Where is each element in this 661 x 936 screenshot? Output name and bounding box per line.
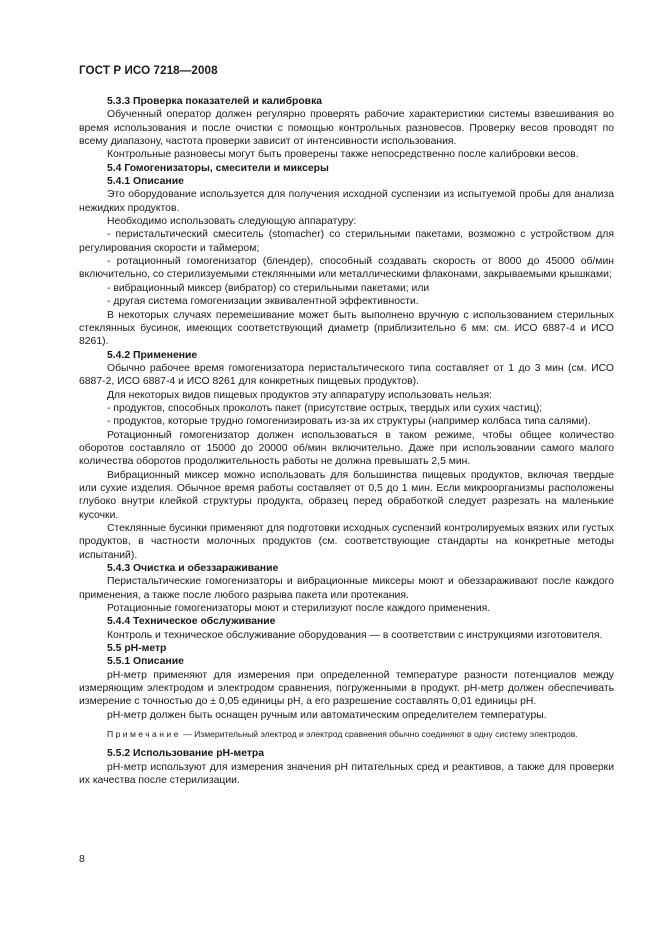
paragraph: В некоторых случаях перемешивание может быть выполнено вручную с использованием стерильных стеклянных бусинок, имеющих соответствующий диаметр (приблизительно 6 мм: см. ИСО 6887-4 и ИСО 8261). [79, 309, 614, 348]
page-number: 8 [79, 854, 85, 865]
section-heading: 5.4.2 Применение [107, 349, 198, 361]
section-heading: 5.5.1 Описание [107, 656, 184, 668]
paragraph: Это оборудование используется для получения исходной суспензии из испытуемой пробы для анализа нежидких продуктов. [79, 189, 614, 214]
paragraph: Вибрационный миксер можно использовать для большинства пищевых продуктов, включая твердые или сухие изделия. Обычное время работы составляет от 0,5 до 1 мин. Если микроорганизмы расположены глубоко внутри клейкой структуры продукта, образец перед обработкой следует разрезать на маленькие кусочки. [79, 469, 614, 521]
note [79, 728, 614, 740]
paragraph: Для некоторых видов пищевых продуктов эту аппаратуру использовать нельзя: [107, 389, 492, 401]
list-item: - ротационный гомогенизатор (блендер), способный создавать скорость от 8000 до 45000 об/мин включительно, со стерилизуемыми стеклянными или металлическими флаконами, закрываемыми крышками; [79, 256, 614, 281]
list-item: - перистальтический смеситель (stomacher) со стерильными пакетами, возможно с устройством для регулирования скорости и таймером; [79, 229, 614, 254]
note-label: Примечание [107, 729, 181, 740]
paragraph: Перистальтические гомогенизаторы и вибрационные миксеры моют и обеззараживают после каждого применения, а также после любого разрыва пакета или протекания. [79, 576, 614, 601]
section-heading: 5.4.3 Очистка и обеззараживание [107, 563, 279, 575]
note-text: — Измерительный электрод и электрод сравнения обычно соединяют в одну систему электродов. [180, 729, 578, 740]
list-item: - другая система гомогенизации эквивалентной эффективности. [107, 296, 419, 308]
section-heading: 5.5.2 Использование pH-метра [107, 748, 265, 760]
list-item: - вибрационный миксер (вибратор) со стерильными пакетами; или [107, 282, 430, 294]
paragraph: Ротационные гомогенизаторы моют и стерилизуют после каждого применения. [107, 603, 491, 615]
paragraph: Контрольные разновесы могут быть проверены также непосредственно после калибровки весов. [107, 149, 579, 161]
paragraph: pH-метр должен быть оснащен ручным или автоматическим определителем температуры. [107, 709, 547, 721]
document-body [79, 95, 614, 787]
paragraph: Контроль и техническое обслуживание оборудования — в соответствии с инструкциями изготовителя. [107, 629, 603, 641]
list-item: - продуктов, способных проколоть пакет (присутствие острых, твердых или сухих частиц); [107, 402, 543, 414]
section-heading: 5.4.4 Техническое обслуживание [107, 616, 276, 628]
section-heading: 5.3.3 Проверка показателей и калибровка [107, 96, 323, 107]
paragraph: Ротационный гомогенизатор должен использоваться в таком режиме, чтобы общее количество оборотов составляло от 15000 до 20000 об/мин включительно. Даже при использовании самого малого количества оборотов продолжительность работы не должна превышать 2,5 мин. [79, 429, 614, 468]
document-header: ГОСТ Р ИСО 7218—2008 [79, 64, 218, 77]
section-heading: 5.5 pH-метр [107, 643, 167, 655]
paragraph: pH-метр применяют для измерения при определенной температуре разности потенциалов между измеряющим электродом и электродом сравнения, погруженными в продукт. pH-метр должен обеспечивать измерение с точностью до ± 0,05 единицы pH, а его разрешение составлять 0,01 единицы pH. [79, 669, 614, 708]
paragraph: Необходимо использовать следующую аппаратуру: [107, 216, 357, 228]
paragraph: Стеклянные бусинки применяют для подготовки исходных суспензий контролируемых вязких или густых продуктов, в частности молочных продуктов (см. соответствующие стандарты на конкретные методы испытаний). [79, 523, 614, 561]
list-item: - продуктов, которые трудно гомогенизировать из-за их структуры (например колбаса типа салями). [107, 416, 591, 428]
paragraph: Обученный оператор должен регулярно проверять рабочие характеристики системы взвешивания во время использования и после очистки с помощью контрольных разновесов. Проверку весов проводят по всему диапазону, частота проверки зависит от интенсивности использования. [79, 109, 614, 148]
section-heading: 5.4 Гомогенизаторы, смесители и миксеры [107, 162, 329, 174]
paragraph: pH-метр используют для измерения значения pH питательных сред и реактивов, а также для проверки их качества после стерилизации. [79, 761, 614, 786]
paragraph: Обычно рабочее время гомогенизатора перистальтического типа составляет от 1 до 3 мин (см. ИСО 6887-2, ИСО 6887-4 и ИСО 8261 для конкретных пищевых продуктов). [79, 362, 614, 388]
section-heading: 5.4.1 Описание [107, 176, 184, 188]
